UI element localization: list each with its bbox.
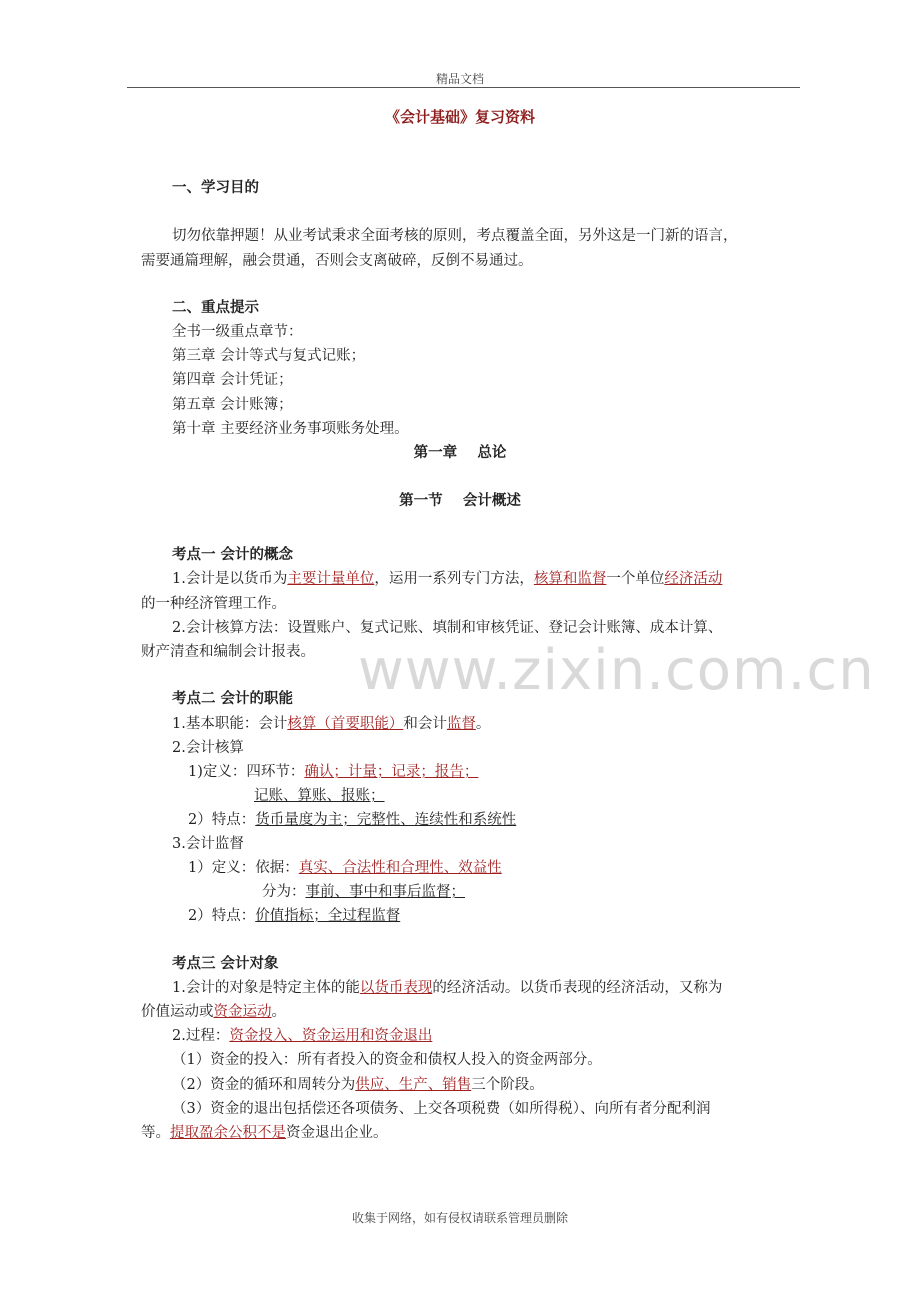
- highlight: 资金投入、资金运用和资金退出: [229, 1028, 433, 1044]
- paragraph-line: 1）定义：依据：真实、合法性和合理性、效益性: [188, 860, 502, 876]
- highlight: 主要计量单位: [287, 571, 375, 587]
- paragraph-line: 价值运动或资金运动。: [141, 1004, 286, 1020]
- section-title: 第一节 会计概述: [399, 492, 521, 509]
- paragraph-line: 1.基本职能：会计核算（首要职能）和会计监督。: [172, 716, 491, 732]
- paragraph-line: 1)定义：四环节：确认；计量；记录；报告；: [188, 764, 479, 780]
- paragraph-line: 分为：事前、事中和事后监督；: [262, 884, 465, 900]
- watermark: www.zixin.com.cn: [358, 638, 875, 703]
- highlight: 经济活动: [664, 571, 723, 587]
- highlight: 确认；计量；记录；报告；: [304, 764, 479, 780]
- paragraph-line: （3）资金的退出包括偿还各项债务、上交各项税费（如所得税）、向所有者分配利润: [172, 1101, 711, 1117]
- paragraph-line: 记账、算账、报账；: [254, 788, 385, 804]
- paragraph-line: 的一种经济管理工作。: [141, 596, 286, 612]
- highlight: 真实、合法性和合理性、效益性: [298, 860, 502, 876]
- paragraph-line: 需要通篇理解，融会贯通，否则会支离破碎，反倒不易通过。: [141, 253, 533, 269]
- paragraph-line: 2.会计核算: [172, 740, 244, 756]
- section-heading-keypoints: 二、重点提示: [172, 299, 259, 316]
- section-heading-objective: 一、学习目的: [172, 179, 259, 196]
- header-rule: [127, 87, 800, 88]
- highlight: 核算和监督: [533, 571, 607, 587]
- paragraph-line: 切勿依靠押题！从业考试秉求全面考核的原则，考点覆盖全面，另外这是一门新的语言，: [172, 228, 738, 244]
- keypoint-heading-3: 考点三 会计对象: [172, 955, 279, 972]
- document-title: 《会计基础》复习资料: [384, 108, 535, 126]
- paragraph-line: 1.会计是以货币为主要计量单位，运用一系列专门方法，核算和监督一个单位经济活动: [172, 571, 723, 587]
- keypoint-heading-1: 考点一 会计的概念: [172, 546, 294, 563]
- paragraph-line: 2）特点：货币量度为主；完整性、连续性和系统性: [188, 812, 517, 828]
- paragraph-line: （1）资金的投入：所有者投入的资金和债权人投入的资金两部分。: [172, 1052, 602, 1068]
- paragraph-line: 2.过程：资金投入、资金运用和资金退出: [172, 1028, 433, 1044]
- list-item: 第三章 会计等式与复式记账；: [172, 348, 366, 364]
- highlight: 资金运动: [213, 1004, 272, 1020]
- chapter-title: 第一章 总论: [413, 444, 507, 461]
- list-item: 第十章 主要经济业务事项账务处理。: [172, 421, 409, 437]
- highlight: 供应、生产、销售: [355, 1077, 472, 1093]
- highlight: 核算（首要职能）: [287, 716, 404, 732]
- paragraph-line: 2）特点：价值指标；全过程监督: [188, 908, 401, 924]
- list-item: 第四章 会计凭证；: [172, 372, 293, 388]
- highlight: 监督: [446, 716, 476, 732]
- highlight: 提取盈余公积不是: [170, 1125, 286, 1141]
- paragraph-line: 1.会计的对象是特定主体的能以货币表现的经济活动。以货币表现的经济活动，又称为: [172, 980, 723, 996]
- highlight: 以货币表现: [359, 980, 433, 996]
- page-header: 精品文档: [435, 72, 484, 86]
- paragraph-line: 3.会计监督: [172, 836, 244, 852]
- page-footer: 收集于网络，如有侵权请联系管理员删除: [351, 1211, 568, 1225]
- list-item: 全书一级重点章节：: [172, 324, 303, 340]
- paragraph-line: 2.会计核算方法：设置账户、复式记账、填制和审核凭证、登记会计账簿、成本计算、: [172, 620, 723, 636]
- keypoint-heading-2: 考点二 会计的职能: [172, 690, 294, 707]
- list-item: 第五章 会计账簿；: [172, 397, 293, 413]
- paragraph-line: （2）资金的循环和周转分为供应、生产、销售三个阶段。: [172, 1077, 544, 1093]
- paragraph-line: 等。提取盈余公积不是资金退出企业。: [141, 1125, 388, 1141]
- paragraph-line: 财产清查和编制会计报表。: [141, 644, 315, 660]
